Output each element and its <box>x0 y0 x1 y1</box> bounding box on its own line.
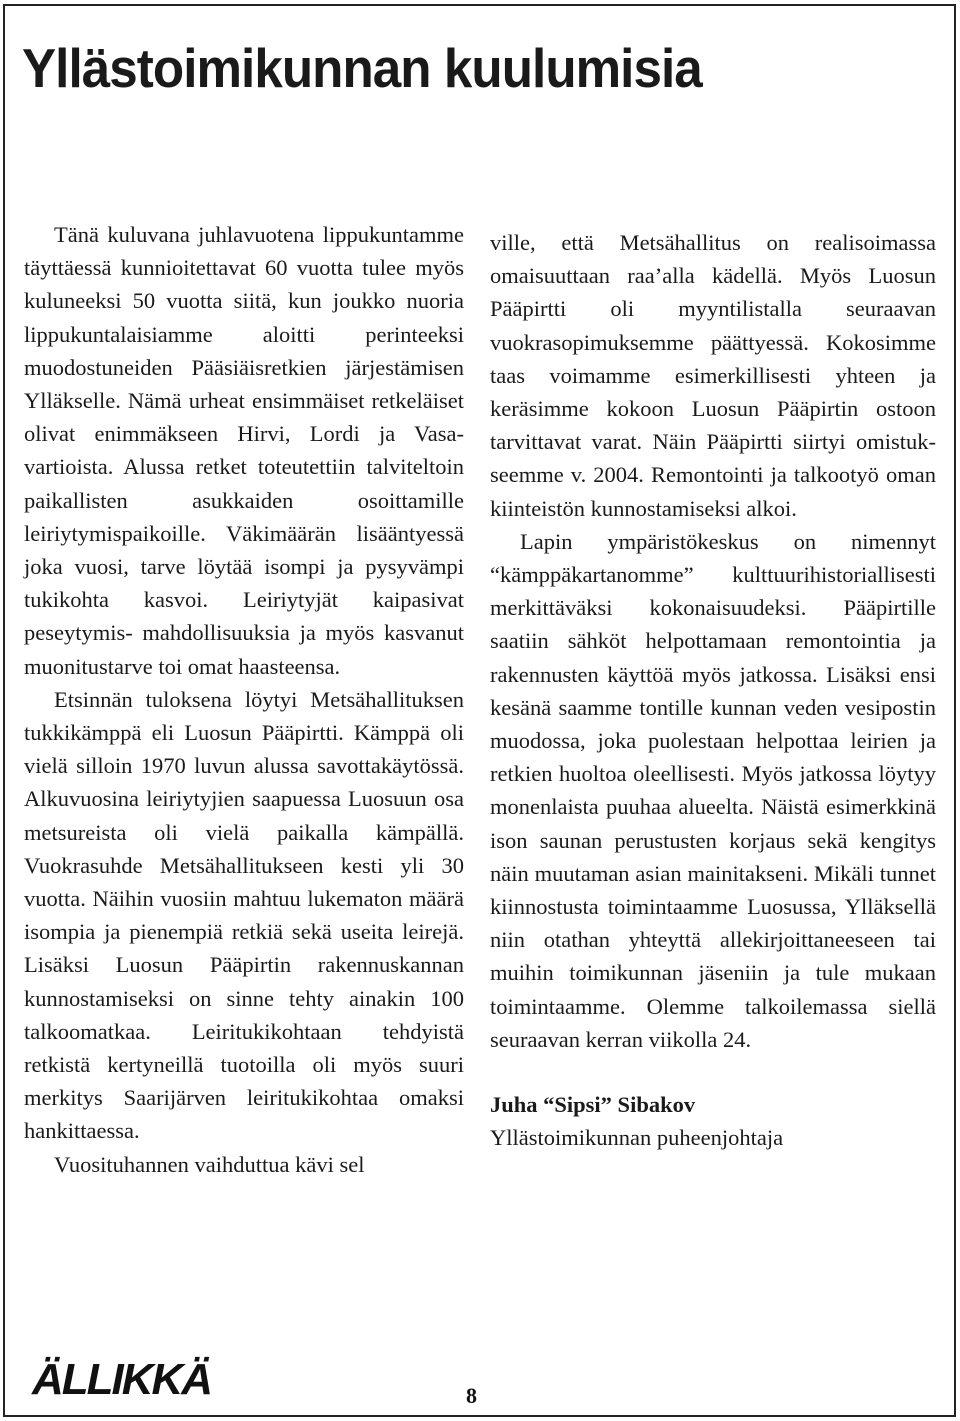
page-number: 8 <box>466 1383 477 1408</box>
article-title: Yllästoimikunnan kuulumisia <box>22 37 702 99</box>
signature-name: Juha “Sipsi” Sibakov <box>490 1092 696 1118</box>
paragraph: Tänä kuluvana juhlavuotena lippukuntamme täyttäessä kunnioitettavat 60 vuotta tulee myös kuluneeksi 50 vuotta siitä, kun joukko nuoria lippukuntalaisiamme aloitti perinteeksi muodostuneiden Pääsiäisretkien järjestämisen Ylläkselle. Nämä urheat ensimmäiset retkeläiset olivat enimmäkseen Hirvi, Lordi ja Vasa-vartioista. Alussa retket toteutettiin talviteltoin paikallisten asukkaiden osoittamille leiriytymispaikoille. Väkimäärän lisääntyessä joka vuosi, tarve löytää isompi ja pysyvämpi tukikohta kasvoi. Leiriytyjät kaipasivat peseytymis- mahdollisuuksia ja myös kasvanut muonitustarve toi omat haasteensa. <box>24 222 464 679</box>
magazine-logo: ÄLLIKKÄ <box>32 1355 212 1404</box>
paragraph: Vuosituhannen vaihduttua kävi sel <box>54 1151 365 1177</box>
paragraph: Lapin ympäristökeskus on nimennyt “kämppäkartanomme” kulttuurihistoriallisesti merkittäväksi kokonaisuudeksi. Pääpirtille saatiin sähköt helpottamaan remontointia ja rakennusten käyttöä myös jatkossa. Lisäksi ensi kesänä saamme tontille kunnan veden vesipostin muodossa, joka puolestaan helpottaa leirien ja retkien huoltoa oleellisesti. Myös jatkossa löytyy monenlaista puuhaa alueelta. Näistä esimerkkinä ison saunan perustusten korjaus sekä kengitys näin muutaman asian mainitakseni. Mikäli tunnet kiinnostusta toimintaamme Luosussa, Ylläksellä niin otathan yhteyttä allekirjoittaneeseen tai muihin toimikunnan jäseniin ja tule mukaan toimintaamme. Olemme talkoilemassa siellä seuraavan kerran viikolla 24. <box>490 528 936 1052</box>
signature-role: Yllästoimikunnan puheenjohtaja <box>490 1125 784 1151</box>
right-column <box>490 226 936 1154</box>
paragraph: Etsinnän tuloksena löytyi Metsähallituksen tukkikämppä eli Luosun Pääpirtti. Kämppä oli vielä silloin 1970 luvun alussa savottakäytössä. Alkuvuosina leiriytyjien saapuessa Luosuun osa metsureista oli vielä paikalla kämpällä. Vuokrasuhde Metsähallitukseen kesti yli 30 vuotta. Näihin vuosiin mahtuu lukematon määrä isompia ja pienempiä retkiä sekä useita leirejä. Lisäksi Luosun Pääpirtin rakennuskannan kunnostamiseksi on sinne tehty ainakin 100 talkoomatkaa. Leiritukikohtaan tehdyistä retkistä kertyneillä tuotoilla oli myös suuri merkitys Saarijärven leiritukikohtaa omaksi hankittaessa. <box>24 686 464 1144</box>
paragraph: ville, että Metsähallitus on realisoimassa omaisuuttaan raa’alla kädellä. Myös Luosun Pääpirtti oli myyntilistalla seuraavan vuokrasopimuksemme päättyessä. Kokosimme taas voimamme esimerkillisesti yhteen ja keräsimme kokoon Luosun Pääpirtin ostoon tarvittavat varat. Näin Pääpirtti siirtyi omistukseemme v. 2004. Remontointi ja talkootyö oman kiinteistön kunnostamiseksi alkoi. <box>490 230 936 521</box>
left-column <box>24 218 464 1181</box>
